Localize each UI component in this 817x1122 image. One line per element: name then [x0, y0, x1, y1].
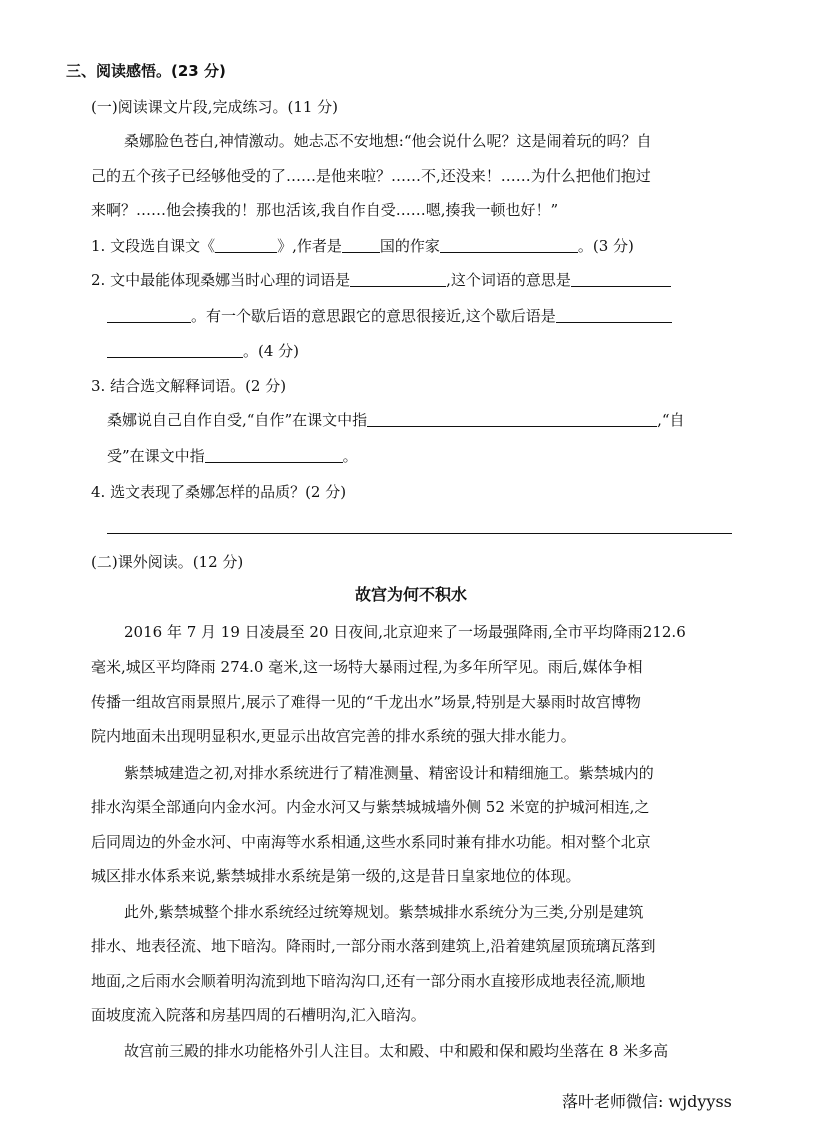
q2-text-c: 。有一个歇后语的意思跟它的意思很接近,这个歇后语是: [191, 307, 556, 325]
article-line: 此外,紫禁城整个排水系统经过统筹规划。紫禁城排水系统分为三类,分别是建筑: [124, 903, 644, 921]
question-3-line2: [107, 446, 358, 466]
article-line: 面坡度流入院落和房基四周的石槽明沟,汇入暗沟。: [91, 1006, 426, 1024]
watermark-text: 落叶老师微信: wjdyyss: [562, 1092, 732, 1111]
q1-text-c: 国的作家: [379, 237, 440, 255]
article-line: 城区排水体系来说,紫禁城排水系统是第一级的,这是昔日皇家地位的体现。: [91, 867, 581, 885]
article-line: 传播一组故宫雨景照片,展示了难得一见的“千龙出水”场景,特别是大暴雨时故宫博物: [91, 693, 641, 711]
q3-blank-zishou[interactable]: [205, 447, 343, 463]
q1-blank-author[interactable]: [440, 237, 578, 253]
article-line: 紫禁城建造之初,对排水系统进行了精准测量、精密设计和精细施工。紫禁城内的: [124, 764, 654, 782]
passage-line: 来啊？……他会揍我的！那也活该,我自作自受……嗯,揍我一顿也好！”: [91, 201, 559, 219]
article-line: 故宫前三殿的排水功能格外引人注目。太和殿、中和殿和保和殿均坐落在 8 米多高: [124, 1042, 669, 1060]
q2-blank-meaning-1[interactable]: [571, 271, 671, 287]
q3-text-d: 。: [342, 447, 358, 465]
article-line: 毫米,城区平均降雨 274.0 毫米,这一场特大暴雨过程,为多年所罕见。雨后,媒体争相: [91, 658, 643, 676]
q3-text-c: 受”在课文中指: [107, 447, 205, 465]
article-title: 故宫为何不积水: [355, 585, 468, 604]
q1-text-d: 。(3 分): [577, 237, 634, 255]
section-heading: 三、阅读感悟。(23 分): [66, 62, 226, 80]
question-3: 3. 结合选文解释词语。(2 分): [91, 377, 287, 395]
article-line: 地面,之后雨水会顺着明沟流到地下暗沟沟口,还有一部分雨水直接形成地表径流,顺地: [91, 972, 646, 990]
q2-text-a: 2. 文中最能体现桑娜当时心理的词语是: [91, 271, 351, 289]
question-2-line3: [107, 341, 299, 361]
q2-text-b: ,这个词语的意思是: [446, 271, 571, 289]
article-line: 院内地面未出现明显积水,更显示出故宫完善的排水系统的强大排水能力。: [91, 727, 576, 745]
q3-blank-zizuo[interactable]: [367, 411, 657, 427]
passage-line: 己的五个孩子已经够他受的了……是他来啦？……不,还没来！……为什么把他们抱过: [91, 167, 651, 185]
q3-text-b: ,“自: [657, 411, 685, 429]
q2-blank-saying-2[interactable]: [107, 342, 243, 358]
question-2-line2: [107, 306, 672, 326]
q1-blank-title[interactable]: [215, 237, 277, 253]
article-line: 后同周边的外金水河、中南海等水系相通,这些水系同时兼有排水功能。相对整个北京: [91, 833, 651, 851]
q3-text-a: 桑娜说自己自作自受,“自作”在课文中指: [107, 411, 368, 429]
q2-text-d: 。(4 分): [243, 342, 300, 360]
q1-text-a: 1. 文段选自课文《: [91, 237, 216, 255]
q2-blank-saying-1[interactable]: [556, 307, 672, 323]
passage-line: 桑娜脸色苍白,神情激动。她忐忑不安地想:“他会说什么呢？这是闹着玩的吗？自: [124, 132, 652, 150]
question-1: [91, 236, 634, 256]
article-line: 排水沟渠全部通向内金水河。内金水河又与紫禁城城墙外侧 52 米宽的护城河相连,之: [91, 798, 650, 816]
part1-heading: (一)阅读课文片段,完成练习。(11 分): [91, 98, 339, 116]
q2-blank-meaning-2[interactable]: [107, 307, 191, 323]
q2-blank-word[interactable]: [350, 271, 446, 287]
q1-text-b: 》,作者是: [277, 237, 342, 255]
q1-blank-country[interactable]: [342, 237, 380, 253]
article-line: 排水、地表径流、地下暗沟。降雨时,一部分雨水落到建筑上,沿着建筑屋顶琉璃瓦落到: [91, 937, 656, 955]
question-4: 4. 选文表现了桑娜怎样的品质？(2 分): [91, 483, 347, 501]
article-line: 2016 年 7 月 19 日凌晨至 20 日夜间,北京迎来了一场最强降雨,全市平均降雨212.6: [124, 623, 686, 641]
question-3-line1: [107, 410, 685, 430]
part2-heading: (二)课外阅读。(12 分): [91, 553, 244, 571]
question-2: [91, 270, 671, 290]
q4-answer-line[interactable]: [107, 533, 732, 534]
